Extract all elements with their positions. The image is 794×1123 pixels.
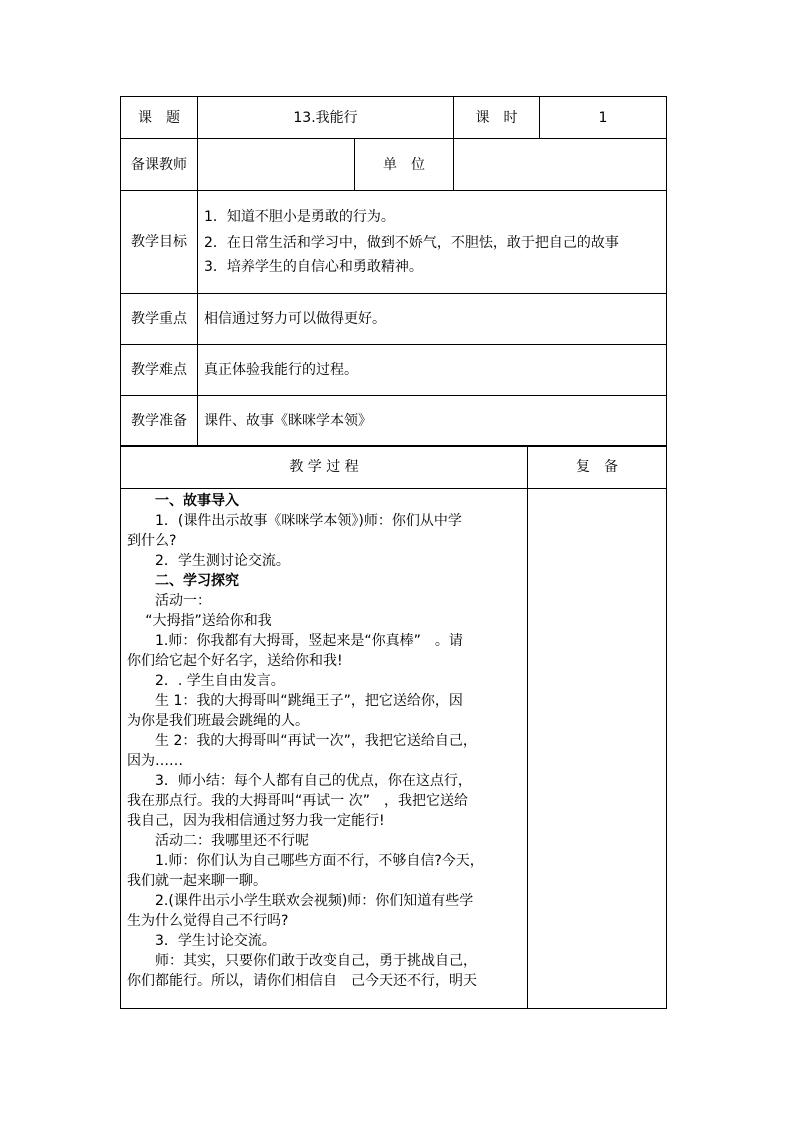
process-line: 2．学生测讨论交流。 [155, 553, 290, 569]
subject-value: 13.我能行 [198, 97, 454, 139]
row-key-points [121, 294, 667, 345]
process-header: 教 学 过 程 [121, 446, 528, 489]
goals-label: 教学目标 [121, 191, 198, 294]
process-line: 我们就一起来聊一聊。 [127, 873, 267, 889]
process-line: “大拇指”送给你和我 [145, 613, 272, 629]
process-body-row [121, 489, 667, 1009]
process-line: 你们都能行。所以，请你们相信自 己今天还不行，明天 [127, 973, 477, 989]
process-line: 生为什么觉得自己不行吗? [127, 913, 289, 929]
process-line: 3．学生讨论交流。 [155, 933, 276, 949]
process-line: 活动一： [155, 593, 211, 609]
process-line: 我在那点行。我的大拇哥叫“再试一 次” ，我把它送给 [127, 793, 468, 809]
key-points-label: 教学重点 [121, 294, 198, 345]
process-line: 2．. 学生自由发言。 [155, 673, 285, 689]
process-line: 活动二：我哪里还不行呢 [155, 833, 309, 849]
process-line: 为你是我们班最会跳绳的人。 [127, 713, 309, 729]
goal-item: 2．在日常生活和学习中，做到不娇气，不胆怯，敢于把自己的故事 [204, 235, 619, 251]
row-goals [121, 191, 667, 294]
period-label: 课 时 [454, 97, 540, 139]
process-line: 生 1：我的大拇哥叫“跳绳王子”，把它送给你，因 [155, 693, 463, 709]
goals-content [198, 191, 667, 294]
process-content [121, 489, 528, 1009]
process-table [120, 445, 667, 1009]
process-line: 1．(课件出示故事《咪咪学本领》)师：你们从中学 [155, 513, 462, 529]
unit-value [454, 139, 667, 191]
process-line: 师：其实，只要你们敢于改变自己，勇于挑战自己， [155, 953, 477, 969]
preparation-label: 教学准备 [121, 396, 198, 447]
unit-label: 单 位 [355, 139, 454, 191]
row-difficulties [121, 345, 667, 396]
process-line: 1.师：你我都有大拇哥，竖起来是“你真棒” 。请 [155, 633, 463, 649]
info-table [120, 96, 667, 447]
process-line: 到什么? [127, 533, 177, 549]
process-line: 一、故事导入 [155, 493, 239, 509]
difficulties-value: 真正体验我能行的过程。 [198, 345, 667, 396]
process-line: 因为…… [127, 753, 183, 769]
process-header-row [121, 446, 667, 489]
difficulties-label: 教学难点 [121, 345, 198, 396]
process-line: 二、学习探究 [155, 573, 239, 589]
period-value: 1 [540, 97, 667, 139]
key-points-value: 相信通过努力可以做得更好。 [198, 294, 667, 345]
process-line: 我自己，因为我相信通过努力我一定能行! [127, 813, 385, 829]
review-content [528, 489, 667, 1009]
process-line: 2.(课件出示小学生联欢会视频)师：你们知道有些学 [155, 893, 474, 909]
review-header: 复 备 [528, 446, 667, 489]
goal-item: 1．知道不胆小是勇敢的行为。 [204, 209, 395, 225]
subject-label: 课 题 [121, 97, 198, 139]
row-teacher [121, 139, 667, 191]
process-line: 生 2：我的大拇哥叫“再试一次”，我把它送给自己， [155, 733, 477, 749]
teacher-value [198, 139, 355, 191]
row-preparation [121, 396, 667, 447]
process-line: 1.师：你们认为自己哪些方面不行，不够自信?今天， [155, 853, 484, 869]
preparation-value: 课件、故事《眯咪学本领》 [198, 396, 667, 447]
process-line: 你们给它起个好名字，送给你和我! [127, 653, 343, 669]
teacher-label: 备课教师 [121, 139, 198, 191]
process-line: 3．师小结：每个人都有自己的优点，你在这点行， [155, 773, 472, 789]
goal-item: 3．培养学生的自信心和勇敢精神。 [204, 259, 423, 275]
row-subject [121, 97, 667, 139]
